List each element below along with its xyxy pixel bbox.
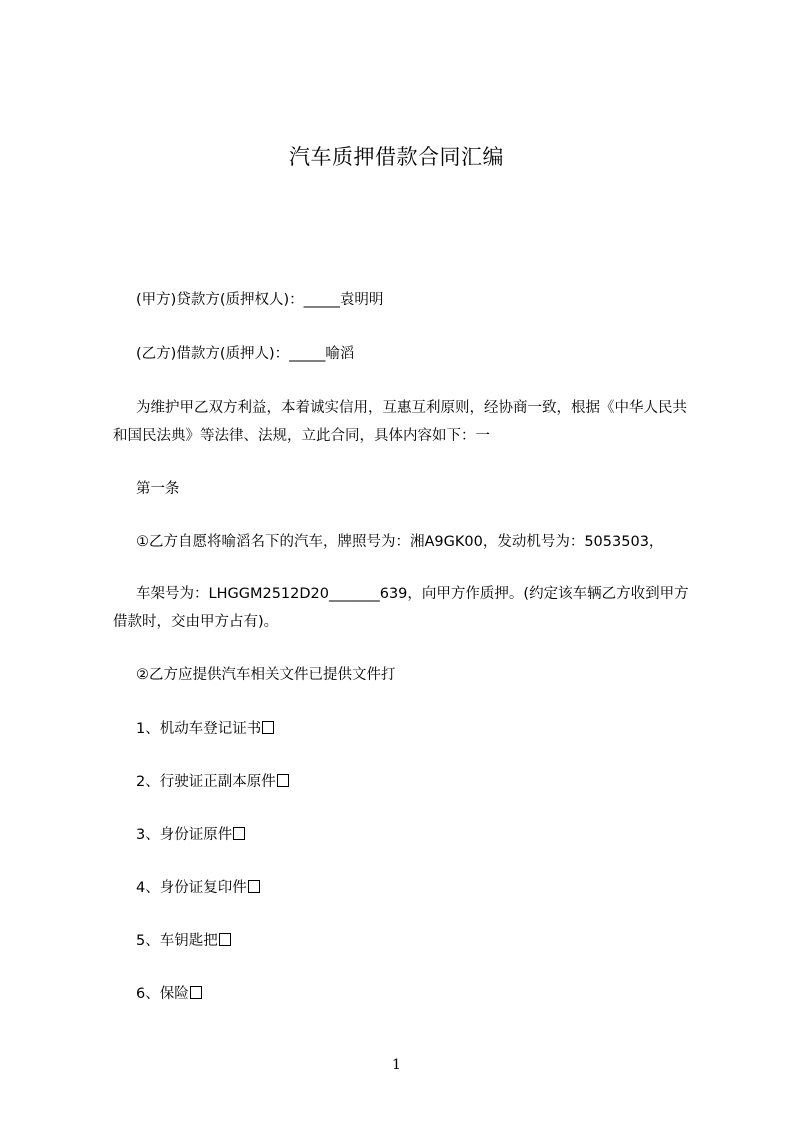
page-number: 1 [392,1057,401,1073]
clause-2: ②乙方应提供汽车相关文件已提供文件打 [136,667,396,683]
list-item [113,980,689,1008]
checkbox-icon [248,880,260,893]
clause-1-continuation: 车架号为：LHGGM2512D20_______639，向甲方作质押。(约定该车辆乙方收到甲方借款时，交由甲方占有)。 [113,586,689,630]
list-item-label: 3、身份证原件 [136,827,233,843]
checkbox-icon [277,774,289,787]
party-a-line: (甲方)贷款方(质押权人)：_____袁明明 [136,292,384,308]
checkbox-icon [233,827,245,840]
list-item [113,874,689,902]
checkbox-icon [219,933,231,946]
list-item-label: 5、车钥匙把 [136,933,218,949]
clause-1: ①乙方自愿将喻滔名下的汽车，牌照号为：湘A9GK00，发动机号为：5053503， [136,534,664,550]
intro-paragraph: 为维护甲乙双方利益，本着诚实信用，互惠互利原则，经协商一致，根据《中华人民共和国民法典》等法律、法规，立此合同，具体内容如下：一 [113,400,687,444]
checkbox-icon [262,721,274,734]
article-heading: 第一条 [136,481,180,497]
list-item-label: 2、行驶证正副本原件 [136,774,276,790]
list-item [113,821,689,849]
list-item-label: 1、机动车登记证书 [136,721,262,737]
list-item-label: 6、保险 [136,986,189,1002]
checkbox-icon [190,986,202,999]
list-item-label: 4、身份证复印件 [136,880,247,896]
list-item [113,927,689,955]
list-item [113,715,689,743]
party-b-line: (乙方)借款方(质押人)：_____喻滔 [136,346,355,362]
document-title: 汽车质押借款合同汇编 [289,145,504,169]
list-item [113,768,689,796]
